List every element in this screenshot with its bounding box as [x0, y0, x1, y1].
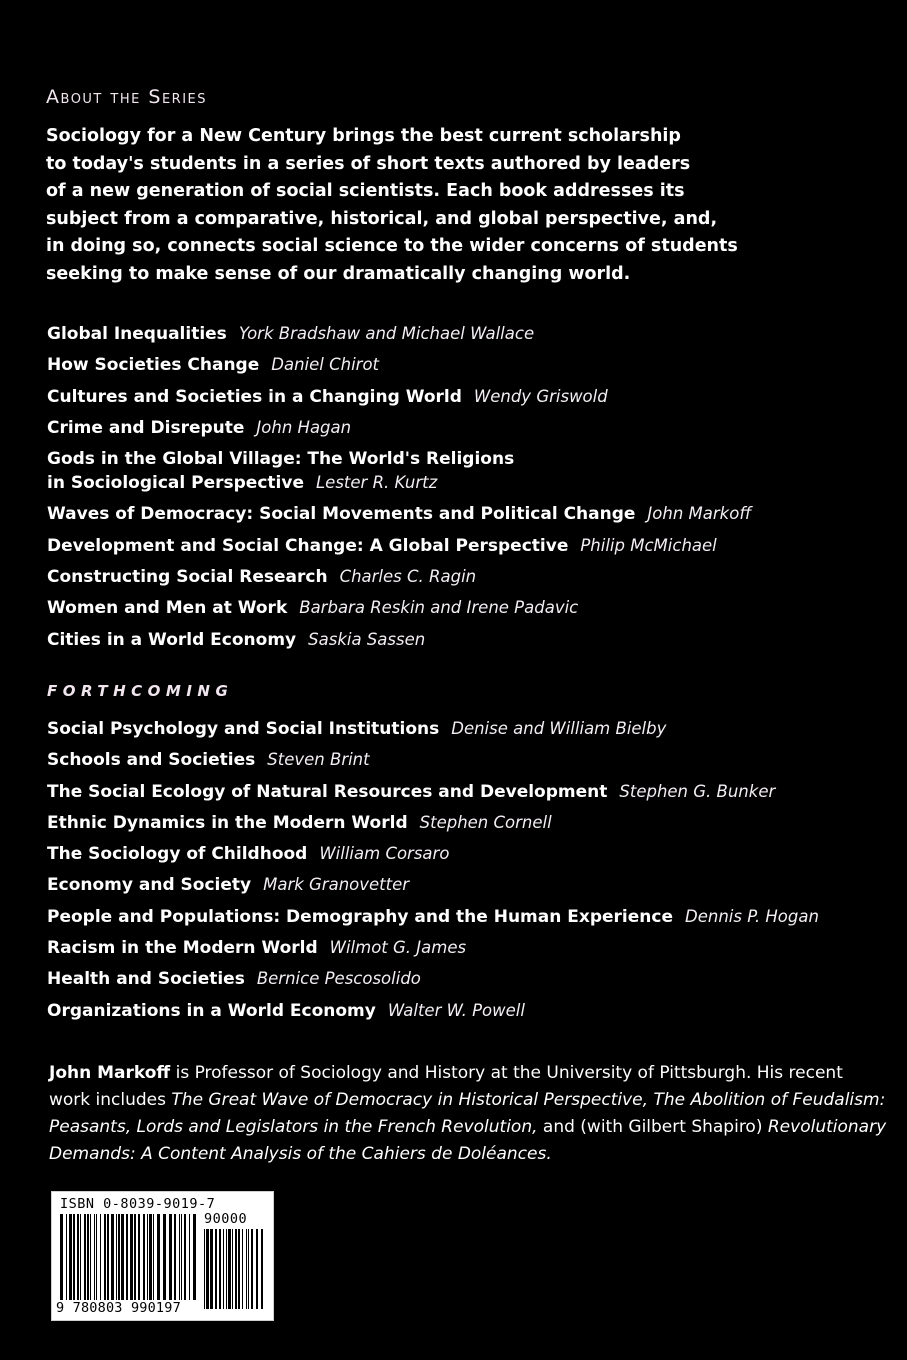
barcode-bar — [104, 1214, 106, 1300]
barcode-bar — [147, 1214, 148, 1300]
book-entry — [47, 322, 887, 346]
book-entry — [47, 717, 887, 741]
barcode-bar — [248, 1229, 249, 1309]
book-author: John Markoff — [647, 504, 752, 524]
forthcoming-books-list — [47, 717, 887, 1030]
book-entry — [47, 780, 887, 804]
book-title: Constructing Social Research — [47, 567, 328, 588]
intro-line: subject from a comparative, historical, and global perspective, and, — [46, 208, 718, 229]
bio-line — [49, 1060, 869, 1087]
price-code: 90000 — [204, 1211, 248, 1227]
barcode-bar — [219, 1229, 221, 1309]
book-entry — [47, 905, 887, 929]
book-entry — [47, 999, 887, 1023]
book-entry — [47, 447, 887, 495]
book-author: Barbara Reskin and Irene Padavic — [299, 598, 579, 618]
book-title: Organizations in a World Economy — [47, 1000, 376, 1021]
book-entry — [47, 534, 887, 558]
bio-line — [49, 1114, 887, 1141]
isbn-barcode — [51, 1191, 274, 1321]
book-title: in Sociological Perspective — [47, 473, 304, 494]
barcode-bar — [184, 1214, 186, 1300]
book-author: Daniel Chirot — [271, 355, 380, 375]
barcode-bar — [189, 1214, 190, 1300]
book-title-line1: Gods in the Global Village: The World's Religions — [47, 449, 515, 470]
barcode-bar — [242, 1229, 243, 1309]
book-title: The Sociology of Childhood — [47, 844, 308, 865]
book-entry — [47, 628, 887, 652]
book-author: William Corsaro — [319, 844, 450, 864]
bio-text: work includes — [49, 1090, 172, 1110]
intro-line: Sociology for a New Century brings the best current scholarship — [46, 126, 681, 146]
barcode-bar — [134, 1214, 136, 1300]
barcode-bar — [100, 1214, 101, 1300]
bio-line — [49, 1087, 886, 1114]
book-entry — [47, 416, 887, 440]
barcode-bar — [116, 1214, 117, 1300]
barcode-bar — [261, 1229, 263, 1309]
intro-line: seeking to make sense of our dramatically changing world. — [46, 263, 631, 284]
barcode-bar — [73, 1214, 75, 1300]
bio-text: and (with Gilbert Shapiro) — [537, 1117, 768, 1137]
book-title: People and Populations: Demography and the Human Experience — [47, 906, 673, 927]
barcode-bar — [157, 1214, 160, 1300]
book-author: Wilmot G. James — [329, 938, 467, 958]
barcode-bar — [94, 1214, 95, 1300]
barcode-bar — [251, 1229, 253, 1309]
book-title: The Social Ecology of Natural Resources and Development — [47, 781, 608, 802]
barcode-bar — [126, 1214, 128, 1300]
barcode-bar — [238, 1229, 240, 1309]
barcode-bar — [107, 1214, 109, 1300]
book-author: Walter W. Powell — [387, 1000, 525, 1020]
book-entry — [47, 842, 887, 866]
barcode-bar — [118, 1214, 120, 1300]
barcode-bar — [90, 1214, 91, 1300]
book-title: Women and Men at Work — [47, 598, 288, 619]
barcode-bar — [143, 1214, 145, 1300]
book-entry — [47, 967, 887, 991]
barcode-bar — [179, 1214, 180, 1300]
barcode-bar — [84, 1214, 86, 1300]
barcode-bar — [69, 1214, 72, 1300]
barcode-bar — [226, 1229, 227, 1309]
book-author: Lester R. Kurtz — [315, 473, 438, 493]
book-title: Crime and Disrepute — [47, 417, 245, 438]
book-author: Denise and William Bielby — [451, 719, 667, 738]
book-entry — [47, 596, 887, 620]
series-heading: About the Series — [46, 86, 207, 108]
bio-book-title: Demands: A Content Analysis of the Cahiers de Doléances. — [49, 1144, 552, 1164]
author-bio — [49, 1060, 887, 1168]
intro-line: to today's students in a series of short texts authored by leaders — [46, 153, 691, 174]
barcode-bar — [87, 1214, 89, 1300]
ean-digits: 9 780803 990197 — [56, 1300, 181, 1316]
series-description — [46, 123, 786, 288]
book-entry — [47, 385, 887, 409]
barcode-bar — [210, 1229, 213, 1309]
book-author: Mark Granovetter — [263, 875, 410, 895]
book-entry — [47, 353, 887, 377]
book-title: How Societies Change — [47, 355, 260, 376]
book-entry — [47, 565, 887, 589]
book-author: Bernice Pescosolido — [256, 969, 421, 989]
book-author: Saskia Sassen — [308, 629, 426, 649]
book-author: Stephen Cornell — [419, 812, 552, 832]
barcode-bar — [121, 1214, 124, 1300]
bio-text: is Professor of Sociology and History at the University of Pittsburgh. His recent — [170, 1063, 843, 1083]
book-entry — [47, 502, 887, 526]
barcode-bar — [215, 1229, 217, 1309]
barcode-bar — [232, 1229, 233, 1309]
barcode-bar — [163, 1214, 166, 1300]
barcode-bar — [256, 1229, 258, 1309]
published-books-list — [47, 322, 887, 659]
book-title: Racism in the Modern World — [47, 938, 318, 959]
forthcoming-heading: FORTHCOMING — [47, 682, 234, 700]
bio-book-title: The Abolition of Feudalism: — [653, 1090, 886, 1110]
bio-book-title: Revolutionary — [767, 1117, 887, 1137]
isbn-number: ISBN 0-8039-9019-7 — [60, 1196, 216, 1212]
barcode-bar — [138, 1214, 140, 1300]
book-author: Dennis P. Hogan — [685, 906, 819, 926]
book-title: Social Psychology and Social Institutions — [47, 719, 440, 739]
barcode-bar — [206, 1229, 209, 1309]
book-author: Charles C. Ragin — [339, 567, 477, 587]
book-author: York Bradshaw and Michael Wallace — [238, 324, 535, 343]
book-author: Steven Brint — [267, 750, 370, 770]
book-title: Cultures and Societies in a Changing World — [47, 386, 462, 407]
barcode-bar — [235, 1229, 237, 1309]
barcode-bar — [66, 1214, 67, 1300]
book-title: Cities in a World Economy — [47, 629, 297, 650]
bio-book-title: Peasants, Lords and Legislators in the French Revolution, — [49, 1117, 538, 1137]
bio-line — [49, 1141, 869, 1168]
book-author: Wendy Griswold — [473, 386, 608, 406]
barcode-bar — [181, 1214, 182, 1300]
book-title: Schools and Societies — [47, 750, 256, 771]
book-title: Ethnic Dynamics in the Modern World — [47, 812, 408, 833]
intro-line: in doing so, connects social science to the wider concerns of students — [46, 236, 738, 256]
barcode-bar — [149, 1214, 152, 1300]
bio-author-name: John Markoff — [49, 1063, 171, 1083]
barcode-bar — [246, 1229, 247, 1309]
book-entry — [47, 873, 887, 897]
barcode-bar — [204, 1229, 205, 1309]
ean-barcode-bars — [60, 1214, 198, 1300]
barcode-bar — [193, 1214, 196, 1300]
book-entry — [47, 936, 887, 960]
bio-book-title: The Great Wave of Democracy in Historical Perspective, — [171, 1090, 649, 1110]
book-author: Philip McMichael — [580, 535, 717, 555]
addon-barcode-bars — [204, 1229, 266, 1309]
book-title: Global Inequalities — [47, 324, 227, 344]
barcode-bar — [130, 1214, 133, 1300]
book-entry — [47, 748, 887, 772]
intro-line: of a new generation of social scientists. Each book addresses its — [46, 181, 685, 201]
barcode-bar — [60, 1214, 63, 1300]
barcode-bar — [153, 1214, 154, 1300]
book-title: Development and Social Change: A Global Perspective — [47, 535, 569, 556]
barcode-bar — [77, 1214, 79, 1300]
barcode-bar — [111, 1214, 114, 1300]
book-author: Stephen G. Bunker — [619, 781, 776, 801]
barcode-bar — [80, 1214, 81, 1300]
book-title: Health and Societies — [47, 969, 245, 990]
book-entry — [47, 811, 887, 835]
barcode-bar — [169, 1214, 172, 1300]
barcode-bar — [96, 1214, 97, 1300]
barcode-bar — [228, 1229, 231, 1309]
book-author: John Hagan — [256, 417, 352, 437]
barcode-bar — [223, 1229, 224, 1309]
book-title: Waves of Democracy: Social Movements and Political Change — [47, 504, 636, 525]
barcode-bar — [174, 1214, 176, 1300]
book-title: Economy and Society — [47, 875, 252, 896]
